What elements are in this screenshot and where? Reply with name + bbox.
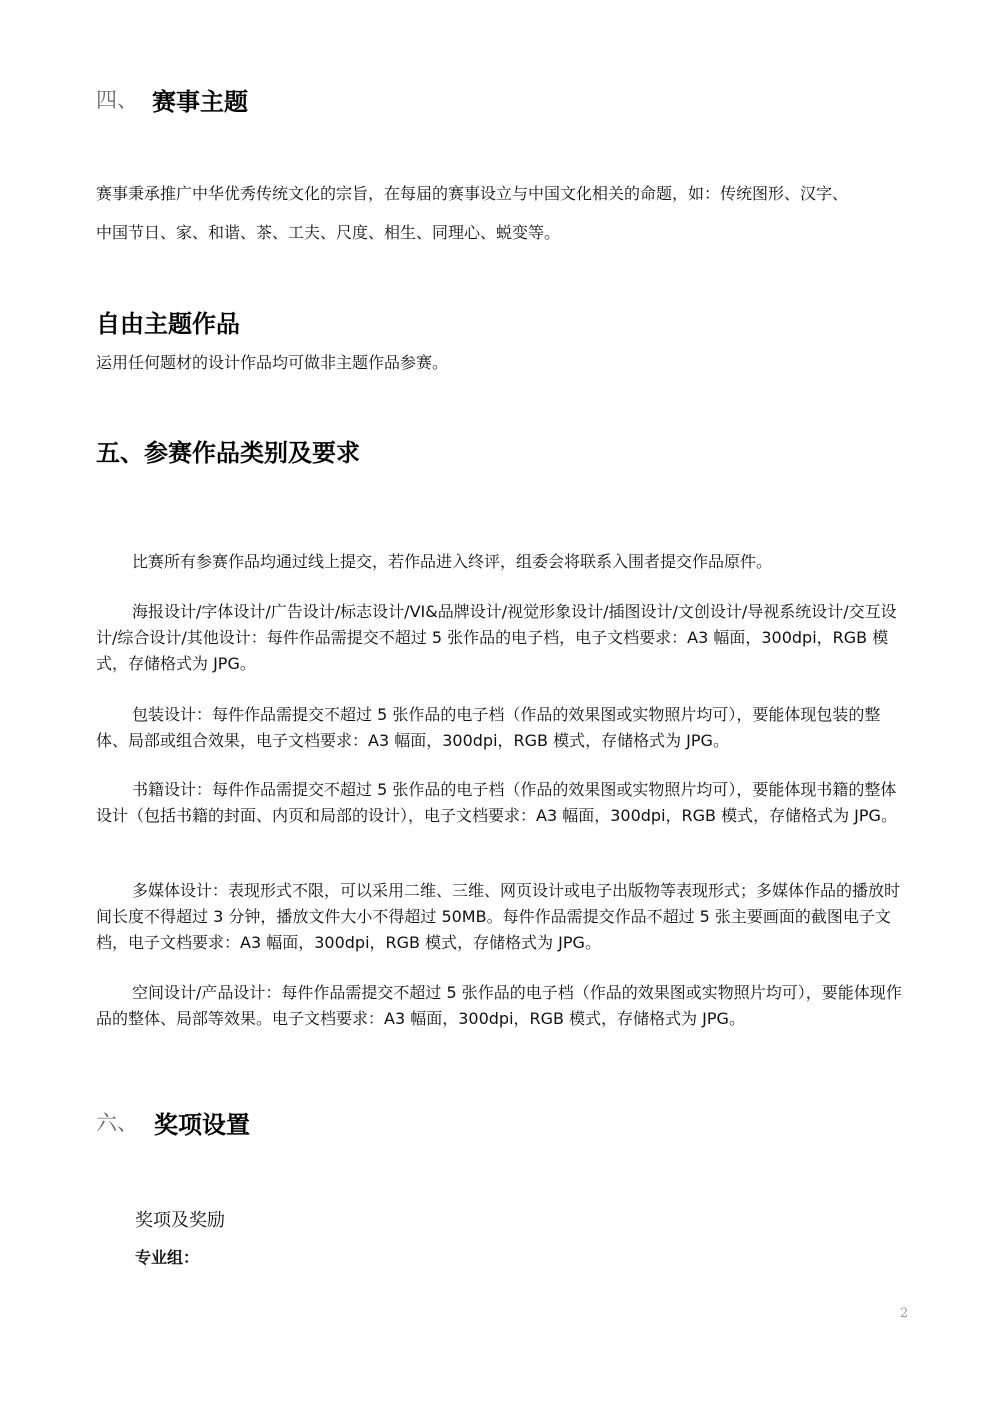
free-theme-heading: 自由主题作品 <box>96 310 240 338</box>
section4-heading: 赛事主题 <box>152 88 248 116</box>
awards-subheading: 奖项及奖励 <box>135 1210 225 1231</box>
section4-body-line2: 中国节日、家、和谐、茶、工夫、尺度、相生、同理心、蜕变等。 <box>96 223 561 242</box>
page-number: 2 <box>900 1306 909 1321</box>
section5-paragraph-5: 多媒体设计：表现形式不限，可以采用二维、三维、网页设计或电子出版物等表现形式；多媒体作品的播放时间长度不得超过 3 分钟，播放文件大小不得超过 50MB。每件作品需提交作品不超过 5 张主要画面的截图电子文档，电子文档要求：A3 幅面，300dpi，RGB 模式，存储格式为 JPG。 <box>96 881 901 952</box>
section6-number: 六、 <box>96 1111 138 1135</box>
section5-paragraph-3: 包装设计：每件作品需提交不超过 5 张作品的电子档（作品的效果图或实物照片均可），要能体现包装的整体、局部或组合效果，电子文档要求：A3 幅面，300dpi，RGB 模式，存储格式为 JPG。 <box>96 705 881 750</box>
professional-group-label: 专业组： <box>135 1248 200 1267</box>
section5-paragraph-1: 比赛所有参赛作品均通过线上提交，若作品进入终评，组委会将联系入围者提交作品原件。 <box>132 552 773 571</box>
section4-number: 四、 <box>96 88 138 112</box>
section5-paragraph-2: 海报设计/字体设计/广告设计/标志设计/VI&品牌设计/视觉形象设计/插图设计/文创设计/导视系统设计/交互设计/综合设计/其他设计：每件作品需提交不超过 5 张作品的电子档，电子文档要求：A3 幅面，300dpi，RGB 模式，存储格式为 JPG。 <box>96 602 897 673</box>
section5-paragraph-4: 书籍设计：每件作品需提交不超过 5 张作品的电子档（作品的效果图或实物照片均可），要能体现书籍的整体设计（包括书籍的封面、内页和局部的设计），电子文档要求：A3 幅面，300dpi，RGB 模式，存储格式为 JPG。 <box>96 780 897 825</box>
section5-paragraph-6: 空间设计/产品设计：每件作品需提交不超过 5 张作品的电子档（作品的效果图或实物照片均可），要能体现作品的整体、局部等效果。电子文档要求：A3 幅面，300dpi，RGB 模式，存储格式为 JPG。 <box>96 983 902 1028</box>
free-theme-body: 运用任何题材的设计作品均可做非主题作品参赛。 <box>96 353 449 372</box>
section4-body-line1: 赛事秉承推广中华优秀传统文化的宗旨，在每届的赛事设立与中国文化相关的命题，如：传统图形、汉字、 <box>96 184 849 203</box>
section5-heading: 五、参赛作品类别及要求 <box>96 439 360 467</box>
section6-heading: 奖项设置 <box>154 1111 250 1139</box>
